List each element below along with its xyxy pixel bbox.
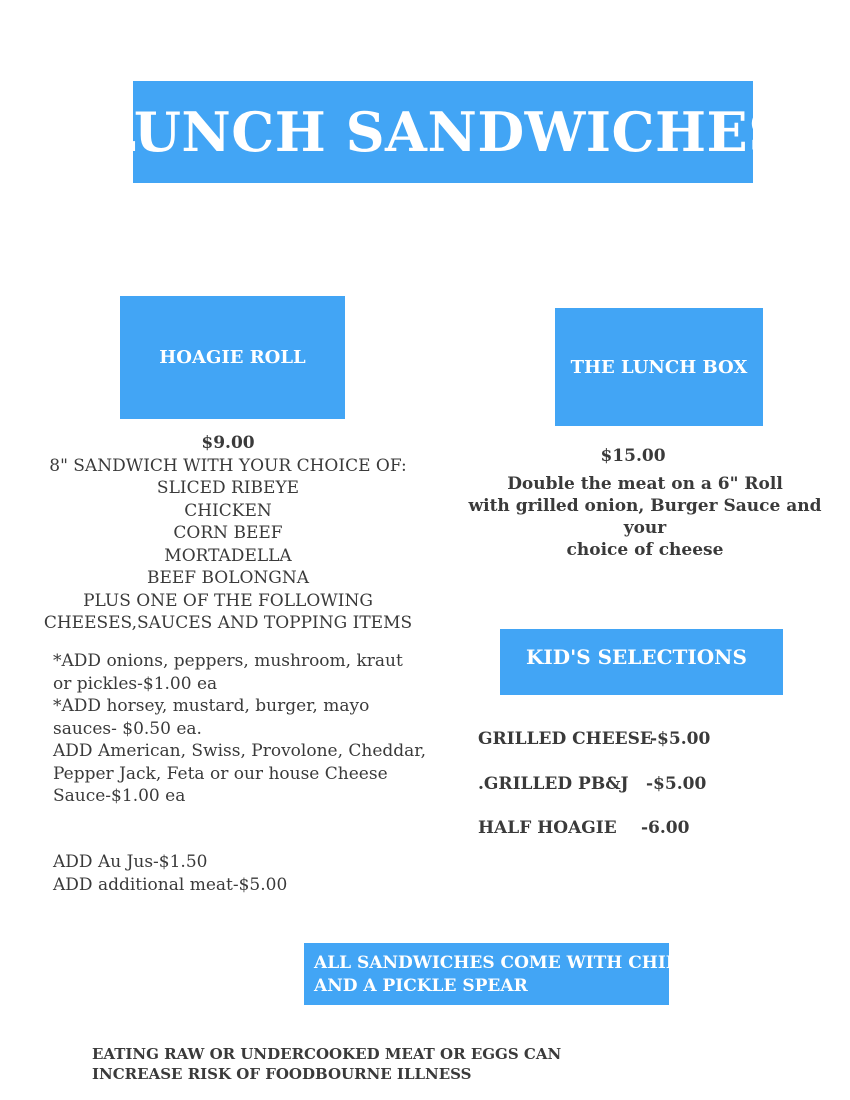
hoagie-roll-heading: HOAGIE ROLL — [159, 347, 306, 368]
hoagie-line: 8" SANDWICH WITH YOUR CHOICE OF: — [49, 455, 407, 476]
extra-line: ADD Au Jus-$1.50 — [53, 852, 208, 872]
hoagie-price: $9.00 — [201, 433, 255, 453]
hoagie-extras — [53, 851, 443, 897]
add-on-line: ADD American, Swiss, Provolone, Cheddar, — [53, 741, 426, 761]
extra-line: ADD additional meat-$5.00 — [53, 875, 288, 895]
lunch-box-banner — [555, 308, 763, 426]
lunch-box-price: $15.00 — [600, 446, 666, 466]
chips-note-banner — [304, 943, 691, 1005]
chips-note-line: ALL SANDWICHES COME WITH CHIPS — [314, 953, 691, 973]
warning-line: EATING RAW OR UNDERCOOKED MEAT OR EGGS CAN — [92, 1045, 562, 1063]
kids-item-price: -6.00 — [641, 818, 690, 838]
add-on-line: *ADD horsey, mustard, burger, mayo — [53, 696, 370, 716]
add-on-line: or pickles-$1.00 ea — [53, 673, 218, 694]
hoagie-add-ons — [53, 650, 443, 808]
hoagie-line: BEEF BOLONGNA — [146, 568, 310, 588]
warning-line: INCREASE RISK OF FOODBOURNE ILLNESS — [92, 1065, 472, 1083]
kids-item-name: HALF HOAGIE — [478, 818, 617, 838]
food-safety-warning — [92, 1044, 561, 1084]
lunch-box-heading: THE LUNCH BOX — [570, 356, 748, 378]
kids-item-price: -$5.00 — [646, 774, 707, 794]
hoagie-line: CORN BEEF — [173, 523, 283, 543]
kids-item-name: .GRILLED PB&J — [478, 774, 629, 794]
hoagie-line: MORTADELLA — [164, 545, 292, 566]
chips-note-line: AND A PICKLE SPEAR — [314, 976, 528, 996]
add-on-line: Pepper Jack, Feta or our house Cheese — [53, 763, 388, 784]
page-title: LUNCH SANDWICHES — [98, 100, 788, 164]
hoagie-line: CHICKEN — [184, 500, 272, 521]
add-on-line: sauces- $0.50 ea. — [53, 718, 202, 739]
add-on-line: Sauce-$1.00 ea — [53, 786, 186, 806]
title-banner — [98, 81, 788, 183]
lunch-box-description — [455, 445, 835, 561]
hoagie-line: SLICED RIBEYE — [156, 478, 300, 498]
lunch-box-line: with grilled onion, Burger Sauce and your — [468, 496, 822, 538]
lunch-box-line: choice of cheese — [566, 540, 724, 560]
kids-item — [478, 729, 711, 749]
kids-item — [478, 774, 707, 794]
kids-item-price: -$5.00 — [650, 729, 711, 749]
hoagie-line: PLUS ONE OF THE FOLLOWING — [83, 590, 373, 611]
hoagie-roll-banner — [120, 296, 345, 419]
hoagie-line: CHEESES,SAUCES AND TOPPING ITEMS — [43, 613, 413, 633]
hoagie-description — [28, 432, 428, 635]
kids-selections-heading: KID'S SELECTIONS — [526, 645, 747, 669]
lunch-box-line: Double the meat on a 6" Roll — [507, 474, 783, 494]
kids-item — [478, 818, 690, 838]
kids-item-name: GRILLED CHEESE — [478, 729, 653, 749]
kids-selections-banner — [500, 629, 783, 695]
add-on-line: *ADD onions, peppers, mushroom, kraut — [53, 651, 403, 671]
